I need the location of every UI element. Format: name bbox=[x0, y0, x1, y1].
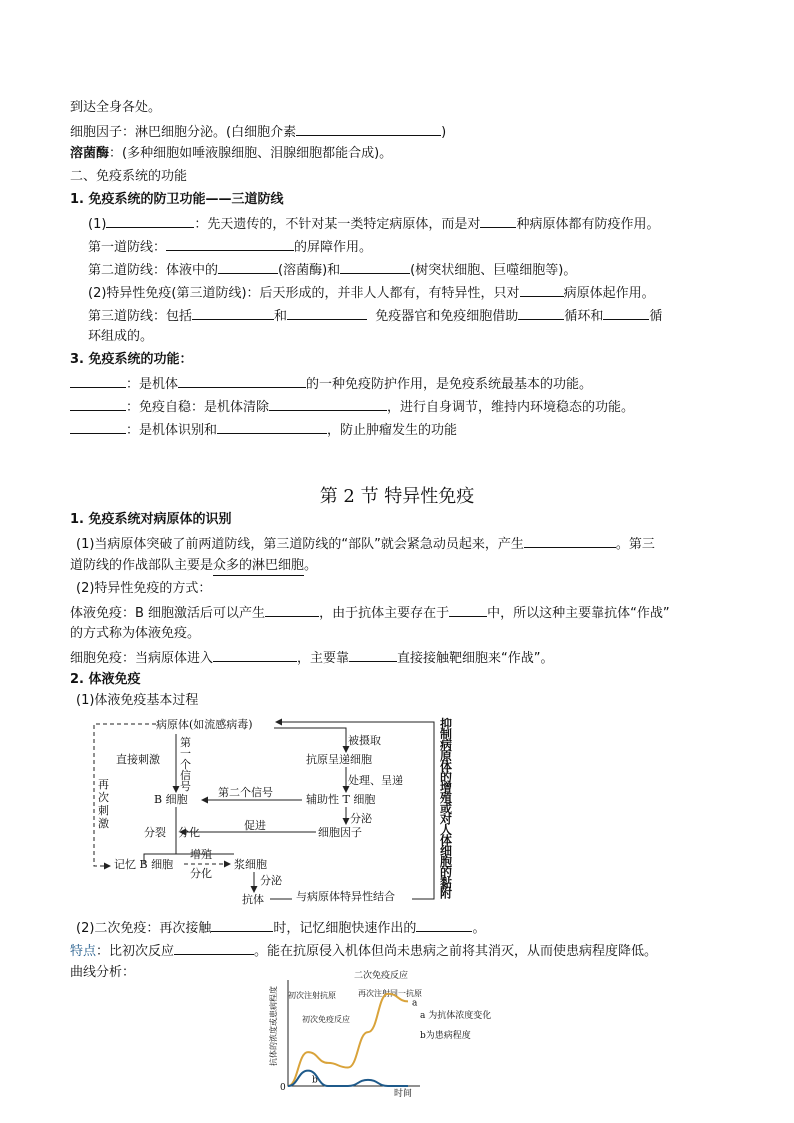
blank[interactable] bbox=[480, 214, 516, 228]
label-first-signal bbox=[180, 736, 191, 793]
label-secrete-2: 分泌 bbox=[260, 874, 282, 887]
heading-recognition: 1. 免疫系统对病原体的识别 bbox=[70, 512, 232, 527]
series-a-line bbox=[288, 994, 408, 1086]
blank[interactable] bbox=[178, 374, 306, 388]
sidetxt-char: 制 bbox=[440, 727, 453, 742]
line-q6: 细胞免疫：当病原体进入 ，主要靠 直接接触靶细胞来“作战”。 bbox=[70, 648, 554, 668]
fsig-char: 信 bbox=[180, 769, 191, 782]
label-second-signal: 第二个信号 bbox=[218, 786, 273, 799]
series-b-line bbox=[288, 1071, 408, 1086]
line-q2: 道防线的作战部队主要是众多的淋巴细胞。 bbox=[70, 557, 317, 576]
fsig-char: 一 bbox=[180, 747, 191, 760]
line-specific: (2)特异性免疫(第三道防线)：后天形成的，并非人人都有，有特异性，只对 病原体起作用。 bbox=[88, 283, 655, 303]
node-helper-t: 辅助性 T 细胞 bbox=[306, 793, 376, 806]
node-antibody: 抗体 bbox=[242, 893, 264, 906]
line-func-3: ：是机体识别和 ，防止肿瘤发生的功能 bbox=[70, 420, 457, 440]
legend-b: b为患病程度 bbox=[420, 1031, 471, 1041]
blank[interactable] bbox=[287, 306, 367, 320]
fsig-char: 第 bbox=[180, 736, 191, 749]
sidetxt-char: 人 bbox=[440, 823, 453, 837]
answer-underlined: 众多的淋巴细胞 bbox=[213, 557, 304, 576]
node-apc: 抗原呈递细胞 bbox=[306, 753, 372, 766]
blank[interactable] bbox=[349, 648, 397, 662]
label-secrete-1: 分泌 bbox=[350, 812, 372, 825]
line-r1: (2)二次免疫：再次接触 时，记忆细胞快速作出的 。 bbox=[76, 918, 485, 938]
label-bind: 与病原体特异性结合 bbox=[296, 890, 395, 903]
blank[interactable] bbox=[269, 397, 387, 411]
blank[interactable] bbox=[520, 283, 564, 297]
blank[interactable] bbox=[192, 306, 274, 320]
sidetxt-char: 殖 bbox=[440, 791, 453, 806]
label-process: 处理、呈递 bbox=[348, 774, 403, 787]
blank[interactable] bbox=[524, 534, 616, 548]
ylabel: 抗体的浓度或患病程度 bbox=[269, 986, 278, 1066]
heading-humoral: 2. 体液免疫 bbox=[70, 672, 141, 687]
immune-response-chart bbox=[262, 966, 522, 1100]
line-second-defense: 第二道防线：体液中的 (溶菌酶)和 (树突状细胞、巨噬细胞等)。 bbox=[88, 260, 576, 280]
series-a-label: a bbox=[412, 998, 418, 1009]
blank[interactable] bbox=[174, 941, 254, 955]
sidetxt-char: 附 bbox=[440, 886, 453, 901]
blank[interactable] bbox=[218, 260, 278, 274]
label-direct-stim: 直接刺激 bbox=[116, 753, 160, 766]
line-circulation: 环组成的。 bbox=[88, 329, 154, 344]
sidetxt-char: 胞 bbox=[440, 854, 453, 869]
restim-char: 次 bbox=[98, 791, 109, 804]
line-nonspecific: (1) ：先天遗传的，不针对某一类特定病原体，而是对 种病原体都有防疫作用。 bbox=[88, 214, 659, 234]
line-1: 到达全身各处。 bbox=[70, 100, 162, 115]
sidetxt-char: 黏 bbox=[440, 876, 453, 890]
chart-origin: 0 bbox=[280, 1083, 286, 1093]
line-q5: 的方式称为体液免疫。 bbox=[70, 626, 201, 641]
sidetxt-char: 抑 bbox=[440, 717, 453, 731]
sidetxt-char: 或 bbox=[440, 801, 453, 816]
blank[interactable] bbox=[296, 122, 441, 136]
sidetxt-char: 体 bbox=[440, 759, 453, 774]
sidetxt-char: 的 bbox=[440, 770, 453, 784]
blank[interactable] bbox=[217, 420, 327, 434]
line-q4: 体液免疫：B 细胞激活后可以产生 ，由于抗体主要存在于 中，所以这种主要靠抗体“作战” bbox=[70, 603, 670, 623]
annotation-first-inject: 初次注射抗原 bbox=[288, 991, 336, 1000]
node-memory-b: 记忆 B 细胞 bbox=[114, 858, 174, 871]
node-pathogen: 病原体(如流感病毒) bbox=[156, 718, 253, 731]
line-func-1: ：是机体 的一种免疫防护作用，是免疫系统最基本的功能。 bbox=[70, 374, 592, 394]
section-title: 第 2 节 特异性免疫 bbox=[319, 486, 475, 507]
node-cytokine: 细胞因子 bbox=[318, 826, 362, 839]
line-third-defense: 第三道防线：包括 和 免疫器官和免疫细胞借助 循环和 循 bbox=[88, 306, 662, 326]
blank[interactable] bbox=[416, 918, 472, 932]
label-side bbox=[439, 716, 452, 901]
line-cytokine: 细胞因子：淋巴细胞分泌。(白细胞介素 ) bbox=[70, 122, 446, 142]
blank[interactable] bbox=[70, 397, 126, 411]
line-q1: (1)当病原体突破了前两道防线，第三道防线的“部队”就会紧急动员起来，产生 。第三 bbox=[76, 534, 655, 554]
label-restim bbox=[98, 778, 109, 830]
line-r3: 曲线分析： bbox=[70, 965, 136, 980]
sidetxt-char: 原 bbox=[440, 748, 453, 763]
label-differentiate: 分化 bbox=[178, 826, 200, 839]
blank[interactable] bbox=[603, 306, 649, 320]
blank[interactable] bbox=[449, 603, 487, 617]
label-divide: 分裂 bbox=[144, 826, 166, 839]
sidetxt-char: 的 bbox=[440, 865, 453, 880]
annotation-first-response: 初次免疫反应 bbox=[302, 1015, 350, 1024]
blank[interactable] bbox=[265, 603, 319, 617]
label-promote: 促进 bbox=[244, 819, 266, 832]
restim-char: 激 bbox=[98, 817, 109, 830]
blank[interactable] bbox=[166, 237, 294, 251]
chart-title: 二次免疫反应 bbox=[354, 971, 409, 981]
series-b-label: b bbox=[312, 1075, 318, 1086]
fsig-char: 号 bbox=[180, 780, 191, 793]
sidetxt-char: 病 bbox=[440, 738, 453, 753]
restim-char: 刺 bbox=[98, 804, 109, 817]
fsig-char: 个 bbox=[180, 758, 191, 771]
node-bcell: B 细胞 bbox=[154, 793, 188, 806]
blank[interactable] bbox=[518, 306, 564, 320]
line-lysozyme: 溶菌酶：(多种细胞如唾液腺细胞、泪腺细胞都能合成)。 bbox=[70, 146, 393, 161]
label-ingest: 被摄取 bbox=[348, 734, 381, 747]
sidetxt-char: 细 bbox=[440, 844, 453, 859]
label-differentiate-2: 分化 bbox=[190, 867, 212, 880]
line-q7: (1)体液免疫基本过程 bbox=[76, 693, 199, 708]
line-q3: (2)特异性免疫的方式： bbox=[76, 581, 212, 596]
blank[interactable] bbox=[106, 214, 194, 228]
label-proliferate: 增殖 bbox=[190, 848, 212, 861]
legend-a: a 为抗体浓度变化 bbox=[420, 1011, 492, 1021]
blank[interactable] bbox=[211, 918, 273, 932]
line-func-2: ：免疫自稳：是机体清除 ，进行自身调节，维持内环境稳态的功能。 bbox=[70, 397, 634, 417]
blank[interactable] bbox=[70, 420, 126, 434]
sidetxt-char: 对 bbox=[440, 812, 453, 827]
sidetxt-char: 增 bbox=[440, 780, 453, 795]
annotation-reinject: 再次注射同一抗原 bbox=[358, 989, 422, 998]
heading-system-functions: 3. 免疫系统的功能： bbox=[70, 352, 193, 367]
blank[interactable] bbox=[70, 374, 126, 388]
node-plasma: 浆细胞 bbox=[234, 858, 267, 871]
restim-char: 再 bbox=[98, 778, 109, 791]
blank[interactable] bbox=[213, 648, 297, 662]
line-r2: 特点：比初次反应 。能在抗原侵入机体但尚未患病之前将其消灭，从而使患病程度降低。 bbox=[70, 941, 657, 961]
line-first-defense: 第一道防线： 的屏障作用。 bbox=[88, 237, 372, 257]
heading-functions: 二、免疫系统的功能 bbox=[70, 169, 188, 184]
humoral-immunity-diagram bbox=[84, 714, 464, 906]
sidetxt-char: 体 bbox=[440, 833, 453, 848]
chart-xlabel: 时间 bbox=[394, 1089, 413, 1099]
heading-defense: 1. 免疫系统的防卫功能——三道防线 bbox=[70, 192, 284, 207]
blank[interactable] bbox=[340, 260, 410, 274]
